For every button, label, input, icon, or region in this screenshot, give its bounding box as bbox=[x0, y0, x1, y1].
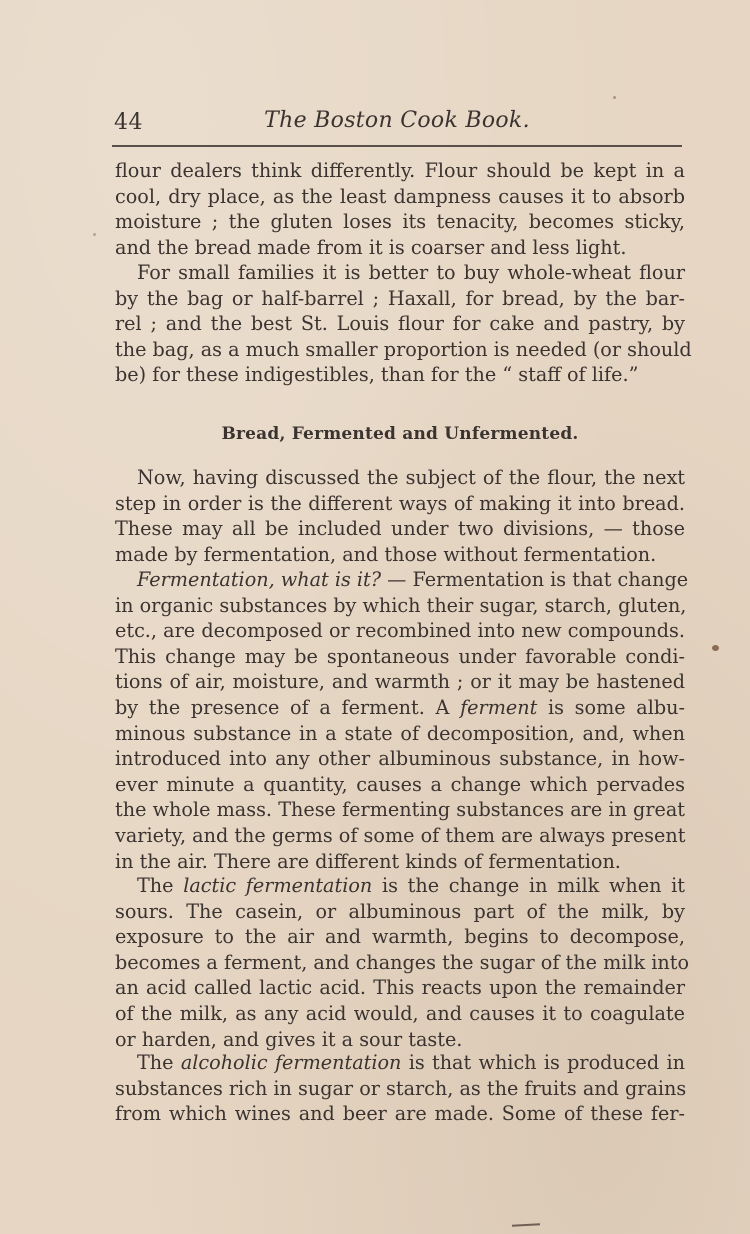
page-number: 44 bbox=[114, 110, 143, 135]
text-run: is some albu- bbox=[537, 695, 685, 719]
text-line: from which wines and beer are made. Some of these fer- bbox=[115, 1102, 685, 1126]
text-line: be) for these indigestibles, than for the “ staff of life.” bbox=[115, 363, 639, 387]
run-in-italic: Fermentation, what is it? bbox=[137, 568, 382, 591]
text-line: and the bread made from it is coarser and less light. bbox=[115, 235, 627, 259]
text-line: moisture ; the gluten loses its tenacity, becomes sticky, bbox=[115, 210, 685, 234]
paragraph-3 bbox=[115, 465, 685, 567]
paper-speck bbox=[613, 96, 616, 99]
text-line bbox=[115, 695, 685, 721]
paper-speck bbox=[93, 233, 96, 236]
paper-mark bbox=[512, 1223, 540, 1226]
text-line: variety, and the germs of some of them are always present bbox=[115, 823, 686, 847]
running-title: The Boston Cook Book. bbox=[264, 108, 530, 133]
paragraph-6 bbox=[115, 1050, 685, 1127]
text-line bbox=[115, 873, 685, 899]
text-line: tions of air, moisture, and warmth ; or it may be hastened bbox=[115, 670, 685, 694]
text-line: becomes a ferment, and changes the sugar of the milk into bbox=[115, 950, 690, 974]
italic-term: alcoholic fermentation bbox=[180, 1051, 402, 1074]
paragraph-1 bbox=[115, 158, 685, 260]
text-run: by the presence of a ferment. A bbox=[115, 695, 461, 719]
text-line: rel ; and the best St. Louis flour for cake and pastry, by bbox=[115, 312, 685, 336]
text-line bbox=[115, 1050, 685, 1076]
text-line: etc., are decomposed or recombined into new compounds. bbox=[115, 619, 685, 643]
text-run: — Fermentation is that change bbox=[381, 568, 689, 591]
text-line: exposure to the air and warmth, begins to decompose, bbox=[115, 925, 685, 949]
text-line: flour dealers think differently. Flour should be kept in a bbox=[115, 159, 685, 182]
text-run: The bbox=[137, 1051, 181, 1074]
text-line: or harden, and gives it a sour taste. bbox=[115, 1027, 463, 1051]
italic-term: ferment bbox=[460, 695, 538, 719]
text-run: is the change in milk when it bbox=[372, 874, 685, 897]
text-run: The bbox=[137, 874, 184, 897]
text-line: of the milk, as any acid would, and causes it to coagulate bbox=[115, 1001, 685, 1025]
text-run: is that which is produced in bbox=[401, 1051, 685, 1074]
text-line: an acid called lactic acid. This reacts upon the remainder bbox=[115, 976, 685, 1000]
text-line: the whole mass. These fermenting substances are in great bbox=[115, 798, 685, 822]
text-line: introduced into any other albuminous substance, in how- bbox=[115, 747, 685, 771]
text-line: step in order is the different ways of making it into bread. bbox=[115, 491, 685, 515]
text-line: in the air. There are different kinds of fermentation. bbox=[115, 849, 621, 873]
text-line: by the bag or half-barrel ; Haxall, for bread, by the bar- bbox=[115, 286, 685, 310]
text-line: sours. The casein, or albuminous part of the milk, by bbox=[115, 899, 685, 923]
text-line: For small families it is better to buy whole-wheat flour bbox=[137, 261, 685, 284]
text-line: minous substance in a state of decomposition, and, when bbox=[115, 721, 685, 745]
text-line: Now, having discussed the subject of the flour, the next bbox=[137, 466, 685, 489]
text-line: cool, dry place, as the least dampness causes it to absorb bbox=[115, 184, 685, 208]
text-line: made by fermentation, and those without fermentation. bbox=[115, 542, 657, 566]
text-line: substances rich in sugar or starch, as the fruits and grains bbox=[115, 1076, 687, 1100]
text-line: the bag, as a much smaller proportion is needed (or should bbox=[115, 337, 692, 361]
paragraph-2 bbox=[115, 260, 692, 388]
paragraph-4 bbox=[115, 567, 689, 874]
text-line: These may all be included under two divisions, — those bbox=[115, 517, 685, 541]
page-header bbox=[112, 104, 682, 138]
header-rule bbox=[112, 145, 682, 147]
text-line: in organic substances by which their sugar, starch, gluten, bbox=[115, 593, 687, 617]
paragraph-5 bbox=[115, 873, 690, 1052]
paper-speck bbox=[712, 645, 719, 651]
text-line: This change may be spontaneous under favorable condi- bbox=[115, 644, 685, 668]
italic-term: lactic fermentation bbox=[183, 874, 373, 897]
section-heading: Bread, Fermented and Unfermented. bbox=[221, 424, 579, 444]
text-line bbox=[115, 567, 689, 593]
text-line: ever minute a quantity, causes a change which pervades bbox=[115, 772, 685, 796]
